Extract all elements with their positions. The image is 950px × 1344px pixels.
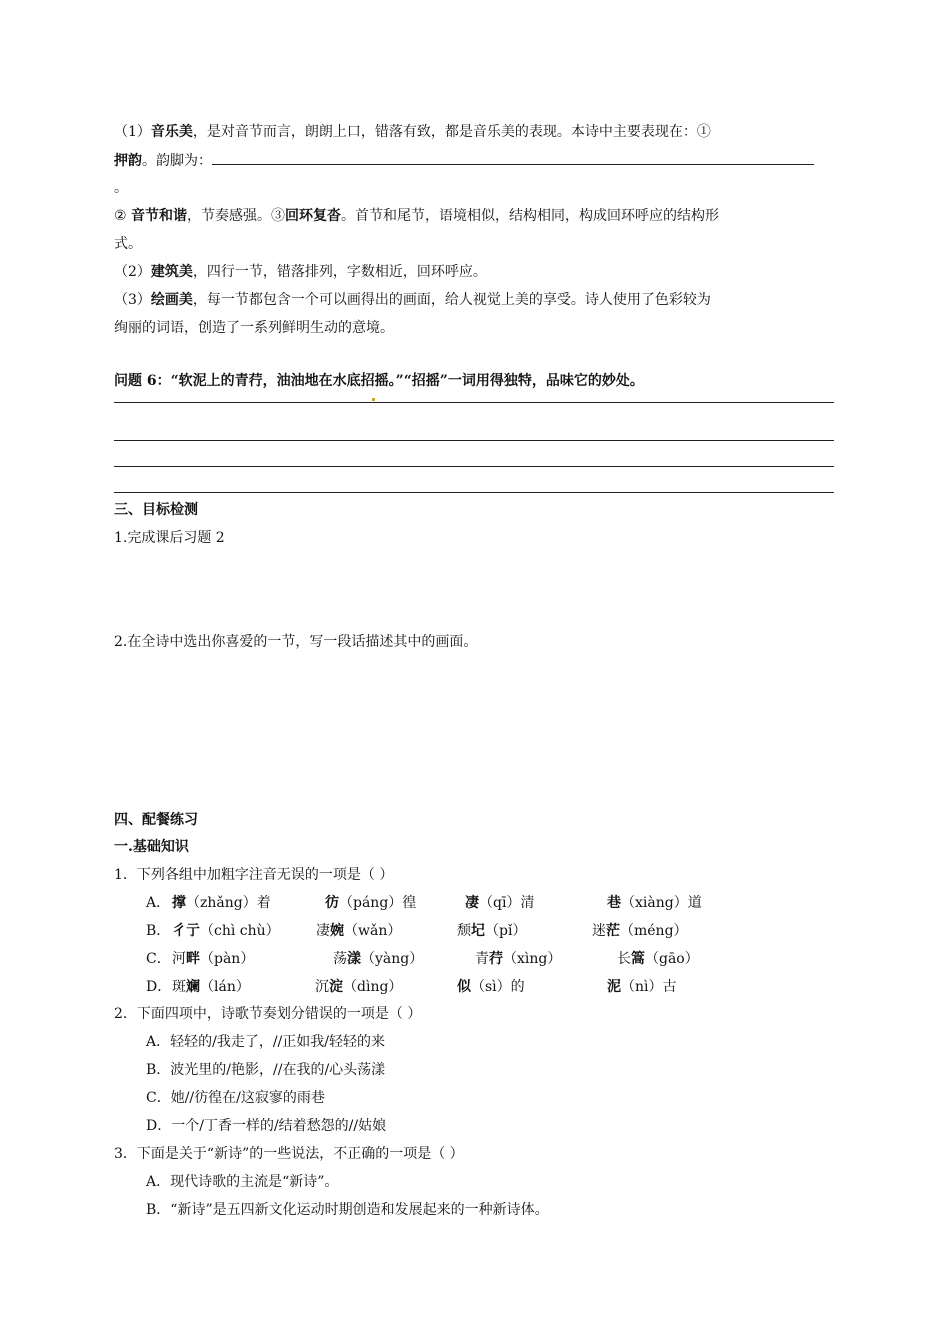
q1-a-item-3: [465, 893, 534, 913]
q2-option-a[interactable]: A．轻轻的/我走了，//正如我/轻轻的来: [146, 1034, 385, 1050]
para-rhyme-line: [114, 150, 814, 171]
term-rhyme: 押韵: [114, 153, 142, 169]
bold-char: 斓: [186, 979, 200, 995]
q1-a-item-2: [325, 893, 416, 913]
para-line: 。: [114, 180, 128, 196]
para-music-line: [114, 122, 711, 142]
plain-char: 青: [475, 951, 489, 967]
para-text: ，四行一节，错落排列，字数相近，回环呼应。: [192, 264, 487, 280]
bold-char: 撑: [172, 895, 186, 911]
plain-char: 荡: [333, 951, 347, 967]
answer-line[interactable]: [114, 492, 834, 493]
pinyin: （gāo）: [645, 951, 699, 967]
q3-option-b[interactable]: B．“新诗”是五四新文化运动时期创造和发展起来的一种新诗体。: [146, 1202, 549, 1218]
pinyin: （nì）古: [621, 979, 677, 995]
pinyin: （xìng）: [503, 951, 562, 967]
rhyme-answer-blank[interactable]: [212, 150, 814, 165]
question-2-stem: 2．下面四项中，诗歌节奏划分错误的一项是（ ）: [114, 1006, 422, 1022]
q1-d-item-2: [315, 977, 402, 997]
item-number: （2）: [114, 264, 151, 280]
pinyin: （xiàng）道: [621, 895, 702, 911]
q1-option-b-label[interactable]: B．: [146, 923, 171, 939]
q1-c-item-2: [333, 949, 423, 969]
para-text: 。韵脚为：: [142, 153, 212, 169]
pinyin: （zhǎng）着: [186, 895, 271, 911]
q2-option-d[interactable]: D．一个/丁香一样的/结着愁怨的//姑娘: [146, 1118, 387, 1134]
bold-char: 圮: [471, 923, 485, 939]
q1-a-item-4: [607, 893, 702, 913]
term-refrain: 回环复沓: [285, 208, 342, 224]
section-3-item-2: 2.在全诗中选出你喜爱的一节，写一段话描述其中的画面。: [114, 634, 478, 650]
para-line: 绚丽的词语，创造了一系列鲜明生动的意境。: [114, 320, 394, 336]
bold-char: 凄: [465, 895, 479, 911]
question-1-stem: 1．下列各组中加粗字注音无误的一项是（ ）: [114, 867, 394, 883]
bold-char: 荇: [489, 951, 503, 967]
question-3-stem: 3．下面是关于“新诗”的一些说法，不正确的一项是（ ）: [114, 1146, 464, 1162]
para-line: 式。: [114, 236, 142, 252]
q1-option-a-label[interactable]: A．: [146, 895, 171, 911]
q1-d-item-3: [457, 977, 525, 997]
q1-b-item-2: [316, 921, 401, 941]
q1-d-item-1: [172, 977, 250, 997]
plain-char: 迷: [592, 923, 606, 939]
bold-char: 彷: [325, 895, 339, 911]
q3-option-a[interactable]: A．现代诗歌的主流是“新诗”。: [146, 1174, 339, 1190]
section-4-subtitle: 一.基础知识: [114, 839, 189, 855]
pinyin: （dìng）: [343, 979, 403, 995]
q1-d-item-4: [607, 977, 677, 997]
para-text: 。首节和尾节，语境相似，结构相同，构成回环呼应的结构形: [341, 208, 720, 224]
q1-c-item-4: [617, 949, 699, 969]
pinyin: （pǐ）: [485, 923, 527, 939]
term-music-beauty: 音乐美: [150, 124, 193, 140]
pinyin: （chì chù）: [200, 923, 280, 939]
pinyin: （méng）: [620, 923, 688, 939]
bold-char: 泥: [607, 979, 621, 995]
plain-char: 河: [172, 951, 186, 967]
plain-char: 颓: [457, 923, 471, 939]
pinyin: （pàn）: [200, 951, 255, 967]
section-4-title: 四、配餐练习: [114, 812, 198, 828]
q2-option-c[interactable]: C．她//彷徨在/这寂寥的雨巷: [146, 1090, 325, 1106]
stray-mark: [372, 398, 375, 401]
bold-char: 畔: [186, 951, 200, 967]
answer-line[interactable]: [114, 466, 834, 467]
item-number: （1）: [114, 124, 151, 140]
para-text: ②: [114, 208, 132, 224]
q1-b-item-4: [592, 921, 688, 941]
plain-char: 沉: [315, 979, 329, 995]
q1-c-item-1: [172, 949, 254, 969]
bold-char: 婉: [330, 923, 344, 939]
section-3-item-1: 1.完成课后习题 2: [114, 530, 225, 546]
section-3-title: 三、目标检测: [114, 502, 198, 518]
q2-option-b[interactable]: B．波光里的/艳影，//在我的/心头荡漾: [146, 1062, 386, 1078]
para-painting-line: [114, 290, 711, 310]
plain-char: 斑: [172, 979, 186, 995]
plain-char: 长: [617, 951, 631, 967]
bold-char: 彳亍: [172, 923, 200, 939]
question-6: 问题 6：“软泥上的青荇，油油地在水底招摇。”“招摇”一词用得独特，品味它的妙处。: [114, 373, 644, 389]
term-painting-beauty: 绘画美: [150, 292, 193, 308]
bold-char: 淀: [329, 979, 343, 995]
pinyin: （páng）徨: [339, 895, 417, 911]
q1-b-item-3: [457, 921, 526, 941]
bold-char: 篙: [631, 951, 645, 967]
para-harmony-line: [114, 206, 719, 226]
para-text: ，每一节都包含一个可以画得出的画面，给人视觉上美的享受。诗人使用了色彩较为: [192, 292, 711, 308]
term-harmony: 音节和谐: [131, 208, 188, 224]
answer-line[interactable]: [114, 440, 834, 441]
plain-char: 凄: [316, 923, 330, 939]
answer-line[interactable]: [114, 402, 834, 403]
pinyin: （yàng）: [361, 951, 424, 967]
pinyin: （lán）: [200, 979, 250, 995]
para-text: ，节奏感强。③: [187, 208, 286, 224]
pinyin: （sì）的: [471, 979, 525, 995]
bold-char: 漾: [347, 951, 361, 967]
pinyin: （wǎn）: [344, 923, 402, 939]
bold-char: 茫: [606, 923, 620, 939]
bold-char: 巷: [607, 895, 621, 911]
para-text: ，是对音节而言，朗朗上口，错落有致，都是音乐美的表现。本诗中主要表现在：①: [192, 124, 711, 140]
q1-option-c-label[interactable]: C．: [146, 951, 171, 967]
bold-char: 似: [457, 979, 471, 995]
pinyin: （qī）清: [479, 895, 535, 911]
q1-a-item-1: [172, 893, 271, 913]
q1-c-item-3: [475, 949, 561, 969]
term-architecture-beauty: 建筑美: [150, 264, 193, 280]
item-number: （3）: [114, 292, 151, 308]
q1-option-d-label[interactable]: D．: [146, 979, 172, 995]
para-architecture-line: [114, 262, 487, 282]
q1-b-item-1: [172, 921, 280, 941]
